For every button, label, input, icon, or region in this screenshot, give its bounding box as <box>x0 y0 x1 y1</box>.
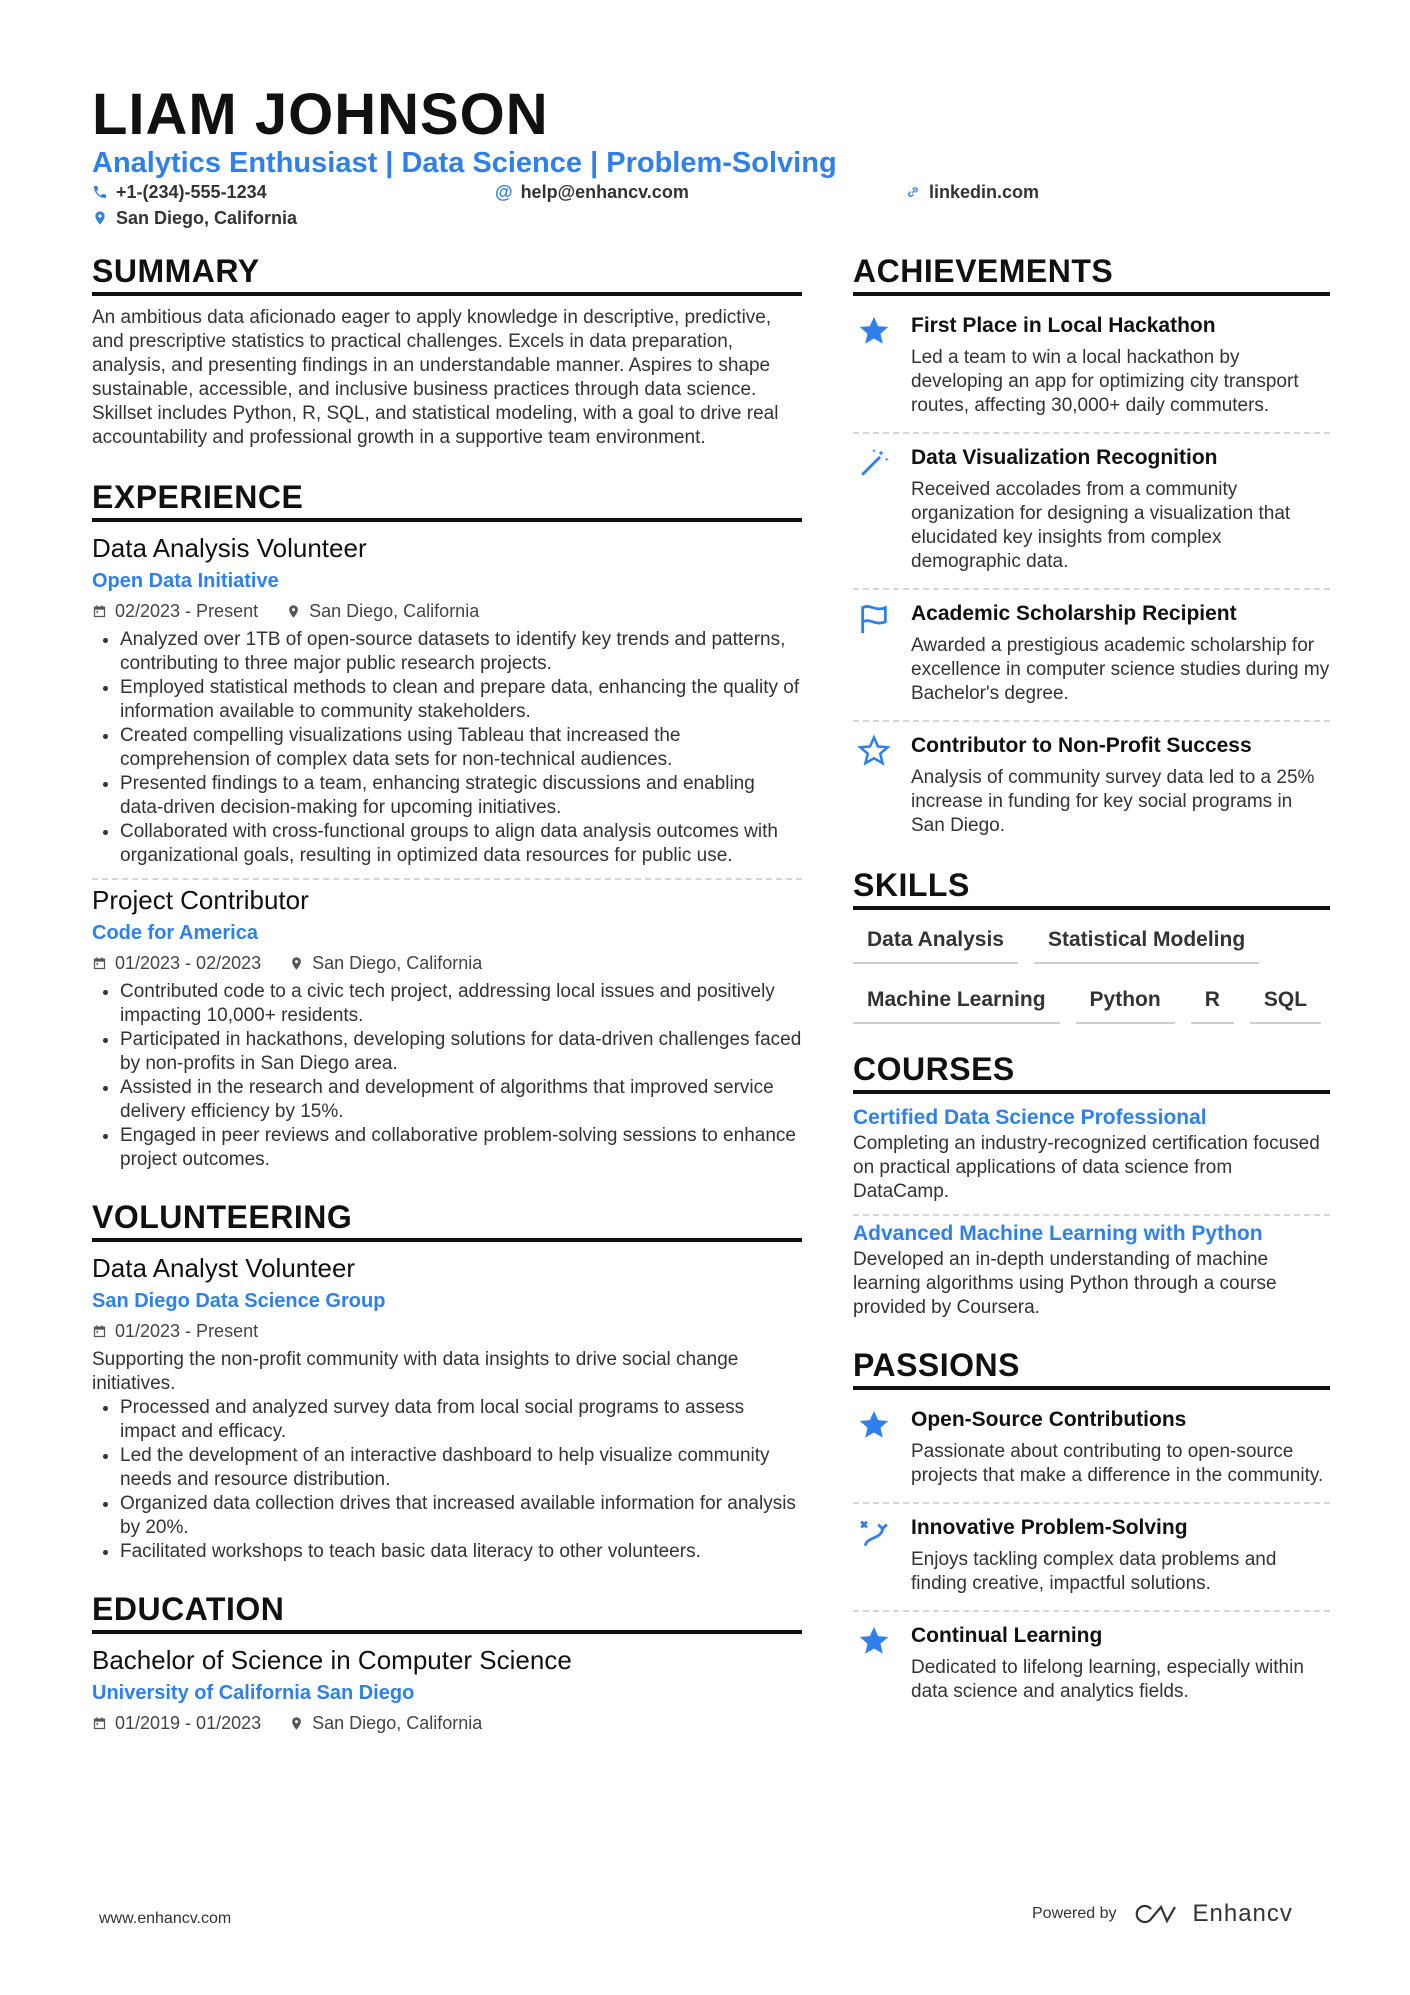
job-location <box>289 952 482 974</box>
education-location-text: San Diego, California <box>312 1713 483 1733</box>
course-title: Certified Data Science Professional <box>853 1106 1207 1129</box>
bullet-item: • Employed statistical methods to clean and prepare data, enhancing the quality of information available to community stakeholders. <box>120 676 802 724</box>
skill-tag: SQL <box>1250 980 1321 1024</box>
education-dates-text: 01/2019 - 01/2023 <box>115 1713 262 1733</box>
job-dates <box>92 952 261 974</box>
job-location-text: San Diego, California <box>309 601 480 621</box>
skill-tag: Machine Learning <box>853 980 1060 1024</box>
course-item <box>853 1104 1330 1204</box>
footer-website[interactable]: www.enhancv.com <box>99 1910 232 1927</box>
location-text: San Diego, California <box>116 208 298 228</box>
school: University of California San Diego <box>92 1682 415 1704</box>
achievement-item <box>853 306 1330 422</box>
job-entry <box>92 532 802 868</box>
education-dates <box>92 1712 261 1734</box>
location-pin-icon <box>289 956 304 971</box>
divider <box>853 588 1330 590</box>
passion-text: Dedicated to lifelong learning, especially within data science and analytics fields. <box>911 1657 1304 1702</box>
enhancv-logo-icon <box>1131 1901 1179 1927</box>
volunteer-role: Data Analyst Volunteer <box>92 1253 356 1283</box>
calendar-icon <box>92 956 107 971</box>
achievement-item <box>853 726 1330 842</box>
passions-section <box>853 1346 1330 1708</box>
linkedin-contact[interactable] <box>905 181 1039 203</box>
volunteer-organization: San Diego Data Science Group <box>92 1290 386 1312</box>
achievement-item <box>853 594 1330 710</box>
link-icon <box>905 184 921 200</box>
summary-section <box>92 252 802 450</box>
bullet-item: • Led the development of an interactive dashboard to help visualize community needs and resource distribution. <box>120 1444 802 1492</box>
email-contact[interactable] <box>495 181 689 203</box>
experience-section <box>92 478 802 1172</box>
skill-tag: Statistical Modeling <box>1034 920 1259 964</box>
bullet-item: • Presented findings to a team, enhancing strategic discussions and enabling data-driven decision-making for upcoming initiatives. <box>120 772 802 820</box>
flag-icon <box>857 602 891 636</box>
achievement-text: Received accolades from a community organization for designing a visualization that elucidated key insights from complex demographic data. <box>911 479 1291 572</box>
location-contact <box>92 207 297 229</box>
tagline: Analytics Enthusiast | Data Science | Problem-Solving <box>92 147 837 179</box>
calendar-icon <box>92 1716 107 1731</box>
divider <box>853 1610 1330 1612</box>
section-title: SKILLS <box>853 866 1330 910</box>
volunteer-bullets <box>92 1396 802 1564</box>
achievement-title: First Place in Local Hackathon <box>911 314 1216 337</box>
passion-text: Enjoys tackling complex data problems and finding creative, impactful solutions. <box>911 1549 1277 1594</box>
job-dates-text: 01/2023 - 02/2023 <box>115 953 262 973</box>
passion-title: Innovative Problem-Solving <box>911 1516 1188 1539</box>
job-role: Data Analysis Volunteer <box>92 533 367 563</box>
job-meta <box>92 952 802 974</box>
section-title: EXPERIENCE <box>92 478 802 522</box>
phone-text: +1-(234)-555-1234 <box>116 182 267 202</box>
star-filled-icon <box>857 1624 891 1658</box>
divider <box>853 1502 1330 1504</box>
star-outline-icon <box>857 734 891 768</box>
bullet-item: • Facilitated workshops to teach basic data literacy to other volunteers. <box>120 1540 802 1564</box>
volunteer-meta <box>92 1320 802 1342</box>
section-title: SUMMARY <box>92 252 802 296</box>
passion-text: Passionate about contributing to open-source projects that make a difference in the community. <box>911 1441 1324 1486</box>
job-meta <box>92 600 802 622</box>
phone-icon <box>92 184 108 200</box>
right-column <box>853 252 1330 1708</box>
bullet-item: • Processed and analyzed survey data from local social programs to assess impact and efficacy. <box>120 1396 802 1444</box>
location-pin-icon <box>289 1716 304 1731</box>
course-text: Developed an in-depth understanding of machine learning algorithms using Python through a course provided by Coursera. <box>853 1249 1277 1318</box>
job-bullets <box>92 980 802 1172</box>
star-filled-icon <box>857 1408 891 1442</box>
education-meta <box>92 1712 802 1734</box>
email-text: help@enhancv.com <box>520 182 689 202</box>
passion-item <box>853 1616 1330 1708</box>
divider <box>853 720 1330 722</box>
job-dates <box>92 600 258 622</box>
bullet-item: • Collaborated with cross-functional groups to align data analysis outcomes with organizational goals, resulting in optimized data resources for public use. <box>120 820 802 868</box>
education-section <box>92 1590 802 1734</box>
achievement-title: Contributor to Non-Profit Success <box>911 734 1252 757</box>
calendar-icon <box>92 604 107 619</box>
section-title: ACHIEVEMENTS <box>853 252 1330 296</box>
achievement-text: Led a team to win a local hackathon by developing an app for optimizing city transport routes, affecting 30,000+ daily commuters. <box>911 347 1299 416</box>
volunteer-dates <box>92 1320 258 1342</box>
achievement-title: Data Visualization Recognition <box>911 446 1218 469</box>
passion-title: Continual Learning <box>911 1624 1103 1647</box>
job-location-text: San Diego, California <box>312 953 483 973</box>
achievement-text: Analysis of community survey data led to a 25% increase in funding for key social programs in San Diego. <box>911 767 1315 836</box>
passion-item <box>853 1400 1330 1492</box>
job-location <box>286 600 479 622</box>
divider <box>853 1214 1330 1216</box>
skills-section <box>853 866 1330 1024</box>
volunteer-dates-text: 01/2023 - Present <box>115 1321 259 1341</box>
candidate-name: LIAM JOHNSON <box>92 82 549 147</box>
location-pin-icon <box>92 210 108 226</box>
section-title: COURSES <box>853 1050 1330 1094</box>
bullet-item: • Created compelling visualizations using Tableau that increased the comprehension of complex data sets for non-technical audiences. <box>120 724 802 772</box>
job-organization: Code for America <box>92 922 258 944</box>
skill-tag: Data Analysis <box>853 920 1018 964</box>
at-icon: @ <box>495 182 513 202</box>
bullet-item: • Contributed code to a civic tech project, addressing local issues and positively impacting 10,000+ residents. <box>120 980 802 1028</box>
degree: Bachelor of Science in Computer Science <box>92 1645 572 1675</box>
course-text: Completing an industry-recognized certification focused on practical applications of data science from DataCamp. <box>853 1133 1320 1202</box>
calendar-icon <box>92 1324 107 1339</box>
passion-title: Open-Source Contributions <box>911 1408 1187 1431</box>
achievement-item <box>853 438 1330 578</box>
skills-list <box>853 920 1330 1024</box>
achievement-text: Awarded a prestigious academic scholarship for excellence in computer science studies during my Bachelor's degree. <box>911 635 1330 704</box>
footer-branding[interactable] <box>1032 1900 1293 1928</box>
section-title: PASSIONS <box>853 1346 1330 1390</box>
section-title: EDUCATION <box>92 1590 802 1634</box>
bullet-item: • Analyzed over 1TB of open-source datasets to identify key trends and patterns, contributing to three major public research projects. <box>120 628 802 676</box>
courses-section <box>853 1050 1330 1320</box>
bullet-item: • Assisted in the research and development of algorithms that improved service delivery efficiency by 15%. <box>120 1076 802 1124</box>
summary-text: An ambitious data aficionado eager to apply knowledge in descriptive, predictive, and prescriptive statistics to practical challenges. Excels in data preparation, analysis, and presenting findings in an understandable manner. Aspires to shape sustainable, accessible, and inclusive business practices through data science. Skillset includes Python, R, SQL, and statistical modeling, with a goal to drive real accountability and professional growth in a supportive team environment. <box>92 307 779 448</box>
star-filled-icon <box>857 314 891 348</box>
job-entry <box>92 884 802 1172</box>
divider <box>853 432 1330 434</box>
volunteer-intro: Supporting the non-profit community with data insights to drive social change initiatives. <box>92 1349 739 1394</box>
course-title: Advanced Machine Learning with Python <box>853 1222 1263 1245</box>
phone-contact[interactable] <box>92 181 267 203</box>
bullet-item: • Engaged in peer reviews and collaborative problem-solving sessions to enhance project outcomes. <box>120 1124 802 1172</box>
linkedin-text: linkedin.com <box>929 182 1040 202</box>
divider <box>92 878 802 880</box>
bullet-item: • Organized data collection drives that increased available information for analysis by 20%. <box>120 1492 802 1540</box>
achievement-title: Academic Scholarship Recipient <box>911 602 1237 625</box>
brand-name: Enhancv <box>1192 1900 1293 1927</box>
skill-tag: R <box>1191 980 1234 1024</box>
course-item <box>853 1220 1330 1320</box>
magic-wand-icon <box>857 446 891 480</box>
bullet-item: • Participated in hackathons, developing solutions for data-driven challenges faced by non-profits in San Diego area. <box>120 1028 802 1076</box>
powered-by-text: Powered by <box>1032 1905 1117 1922</box>
volunteering-section <box>92 1198 802 1564</box>
job-role: Project Contributor <box>92 885 309 915</box>
education-location <box>289 1712 482 1734</box>
achievements-section <box>853 252 1330 842</box>
job-bullets <box>92 628 802 868</box>
path-icon <box>857 1516 891 1550</box>
passion-item <box>853 1508 1330 1600</box>
job-dates-text: 02/2023 - Present <box>115 601 259 621</box>
left-column <box>92 252 802 1740</box>
section-title: VOLUNTEERING <box>92 1198 802 1242</box>
job-organization: Open Data Initiative <box>92 570 279 592</box>
location-pin-icon <box>286 604 301 619</box>
skill-tag: Python <box>1076 980 1175 1024</box>
